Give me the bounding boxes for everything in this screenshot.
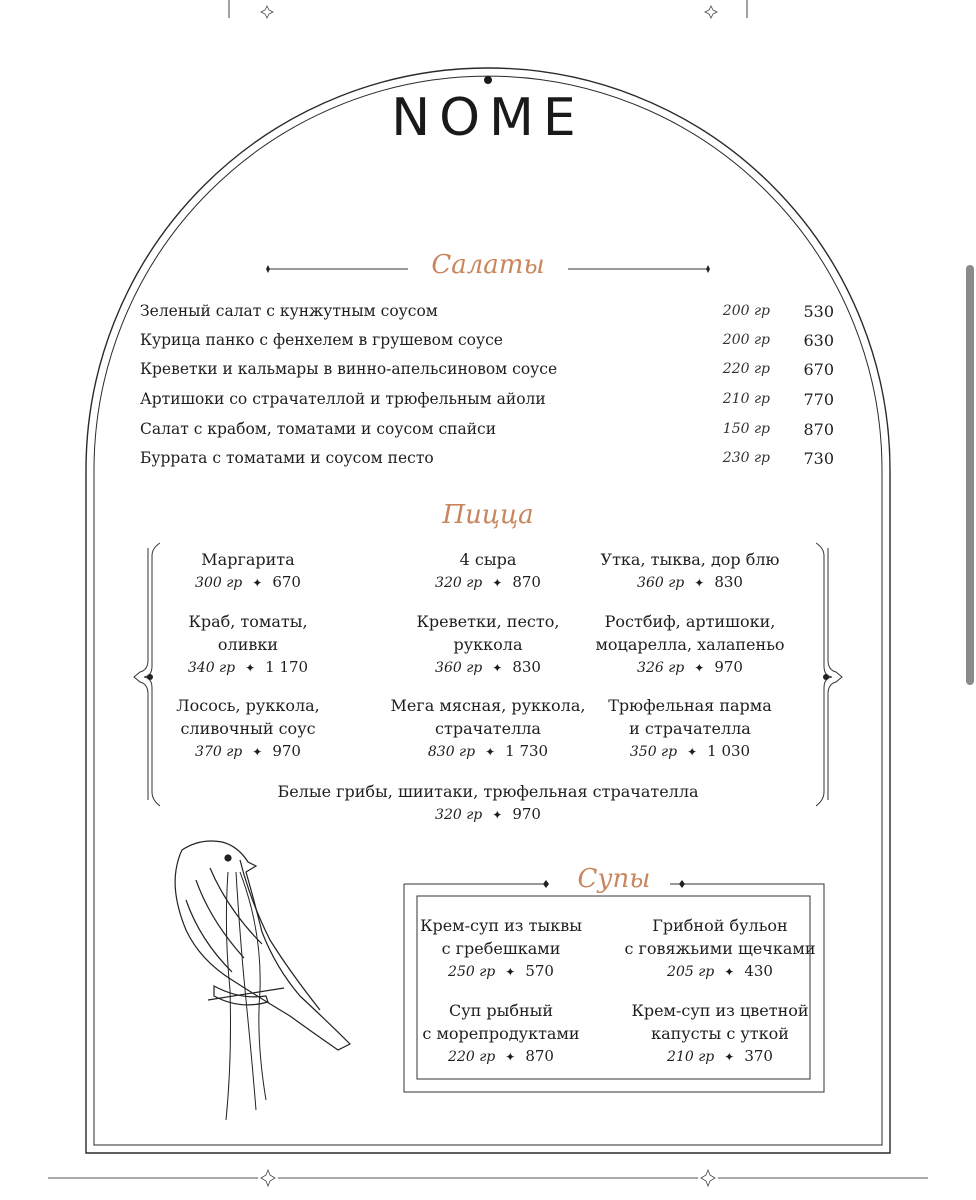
section-title-pizza: Пицца (442, 500, 534, 530)
item-weight: 326 гр (637, 660, 685, 676)
item-name: 4 сыра (459, 550, 517, 569)
item-weight: 370 гр (195, 744, 243, 760)
item-name-line2: руккола (453, 635, 523, 654)
menu-item (140, 390, 840, 416)
sparkle-star-icon: ✦ (505, 965, 516, 979)
item-price: 570 (525, 962, 554, 980)
section-title-soups: Супы (577, 864, 651, 894)
item-price: 830 (714, 573, 743, 591)
sparkle-star-icon (701, 1170, 715, 1186)
item-weight: 220 гр (448, 1049, 496, 1065)
item-price: 970 (512, 805, 541, 823)
pizza-item (373, 610, 603, 680)
diamond-dot-icon (706, 265, 710, 273)
item-name: Курица панко с фенхелем в грушевом соусе (140, 331, 503, 349)
item-price: 430 (744, 962, 773, 980)
item-weight: 320 гр (435, 575, 483, 591)
item-name-line2: с морепродуктами (422, 1024, 580, 1043)
logo-dot (484, 76, 492, 84)
pizza-item (133, 694, 363, 764)
pizza-item (238, 780, 738, 827)
item-weight: 360 гр (637, 575, 685, 591)
item-weight: 200 гр (722, 303, 770, 319)
item-name: Маргарита (201, 550, 295, 569)
item-name: Лосось, руккола, (176, 696, 320, 715)
pizza-item (575, 610, 805, 680)
soup-item (610, 914, 830, 984)
soup-item (610, 999, 830, 1069)
sparkle-star-icon (261, 6, 273, 18)
item-name: Трюфельная парма (608, 696, 772, 715)
item-name: Салат с крабом, томатами и соусом спайси (140, 420, 497, 438)
pizza-item (373, 548, 603, 595)
item-weight: 205 гр (667, 964, 715, 980)
item-name-line2: с говяжьими щечками (624, 939, 816, 958)
item-name: Ростбиф, артишоки, (604, 612, 776, 631)
item-price: 770 (803, 390, 834, 409)
item-weight: 250 гр (448, 964, 496, 980)
pizza-item (133, 548, 363, 595)
item-name: Креветки и кальмары в винно-апельсиновом соусе (140, 360, 558, 378)
sparkle-star-icon (705, 6, 717, 18)
menu-item (140, 449, 840, 475)
sparkle-star-icon: ✦ (694, 661, 705, 675)
pizza-item (575, 694, 805, 764)
item-weight: 220 гр (722, 361, 770, 377)
item-price: 530 (803, 302, 834, 321)
item-price: 1 170 (265, 658, 309, 676)
item-price: 670 (803, 360, 834, 379)
sparkle-star-icon: ✦ (694, 576, 705, 590)
pizza-item (575, 548, 805, 595)
sparkle-star-icon: ✦ (485, 745, 496, 759)
item-weight: 150 гр (722, 421, 770, 437)
item-price: 730 (803, 449, 834, 468)
item-name-line2: оливки (217, 635, 279, 654)
sparkle-star-icon: ✦ (687, 745, 698, 759)
item-price: 830 (512, 658, 541, 676)
item-name: Суп рыбный (448, 1001, 554, 1020)
item-name: Креветки, песто, (416, 612, 560, 631)
item-name-line2: с гребешками (441, 939, 561, 958)
item-price: 870 (525, 1047, 554, 1065)
item-name: Артишоки со страчателлой и трюфельным айоли (140, 390, 546, 408)
sparkle-star-icon: ✦ (492, 576, 503, 590)
sparkle-star-icon (261, 1170, 275, 1186)
item-price: 870 (803, 420, 834, 439)
item-name: Крем-суп из тыквы (420, 916, 582, 935)
item-name: Белые грибы, шиитаки, трюфельная страчателла (277, 782, 699, 801)
pizza-item (133, 610, 363, 680)
item-weight: 300 гр (195, 575, 243, 591)
sparkle-star-icon: ✦ (252, 576, 263, 590)
item-price: 630 (803, 331, 834, 350)
item-price: 1 030 (707, 742, 751, 760)
item-weight: 230 гр (722, 450, 770, 466)
sparkle-star-icon: ✦ (492, 661, 503, 675)
menu-item (140, 360, 840, 386)
item-name-line2: и страчателла (629, 719, 751, 738)
menu-item (140, 302, 840, 328)
diamond-dot-icon (266, 265, 270, 273)
brand-logo: NOME (391, 88, 585, 148)
item-weight: 340 гр (187, 660, 236, 676)
item-weight: 350 гр (629, 744, 678, 760)
item-name: Зеленый салат с кунжутным соусом (140, 302, 438, 320)
item-weight: 360 гр (435, 660, 483, 676)
item-name: Грибной бульон (652, 916, 788, 935)
bird-illustration (175, 841, 350, 1120)
sparkle-star-icon: ✦ (724, 1050, 735, 1064)
item-price: 970 (714, 658, 743, 676)
item-weight: 830 гр (427, 744, 476, 760)
menu-item (140, 420, 840, 446)
sparkle-star-icon: ✦ (245, 661, 256, 675)
item-weight: 320 гр (435, 807, 483, 823)
item-name: Краб, томаты, (188, 612, 308, 631)
sparkle-star-icon: ✦ (505, 1050, 516, 1064)
pizza-item (373, 694, 603, 764)
sparkle-star-icon: ✦ (724, 965, 735, 979)
item-name-line2: сливочный соус (180, 719, 316, 738)
item-weight: 210 гр (722, 391, 770, 407)
item-name: Утка, тыква, дор блю (600, 550, 780, 569)
item-name-line2: страчателла (435, 719, 541, 738)
sparkle-star-icon: ✦ (492, 808, 503, 822)
item-name-line2: моцарелла, халапеньо (595, 635, 785, 654)
item-name-line2: капусты с уткой (651, 1024, 789, 1043)
item-name: Крем-суп из цветной (631, 1001, 809, 1020)
menu-item (140, 331, 840, 357)
item-price: 370 (744, 1047, 773, 1065)
item-price: 1 730 (505, 742, 549, 760)
item-weight: 210 гр (667, 1049, 715, 1065)
soup-item (391, 914, 611, 984)
section-title-salads: Салаты (431, 250, 545, 280)
item-weight: 200 гр (722, 332, 770, 348)
item-price: 670 (272, 573, 301, 591)
item-name: Мега мясная, руккола, (390, 696, 586, 715)
page-scrollbar[interactable] (966, 265, 974, 685)
item-price: 970 (272, 742, 301, 760)
sparkle-star-icon: ✦ (252, 745, 263, 759)
soup-item (391, 999, 611, 1069)
item-price: 870 (512, 573, 541, 591)
item-name: Буррата с томатами и соусом песто (140, 449, 434, 467)
